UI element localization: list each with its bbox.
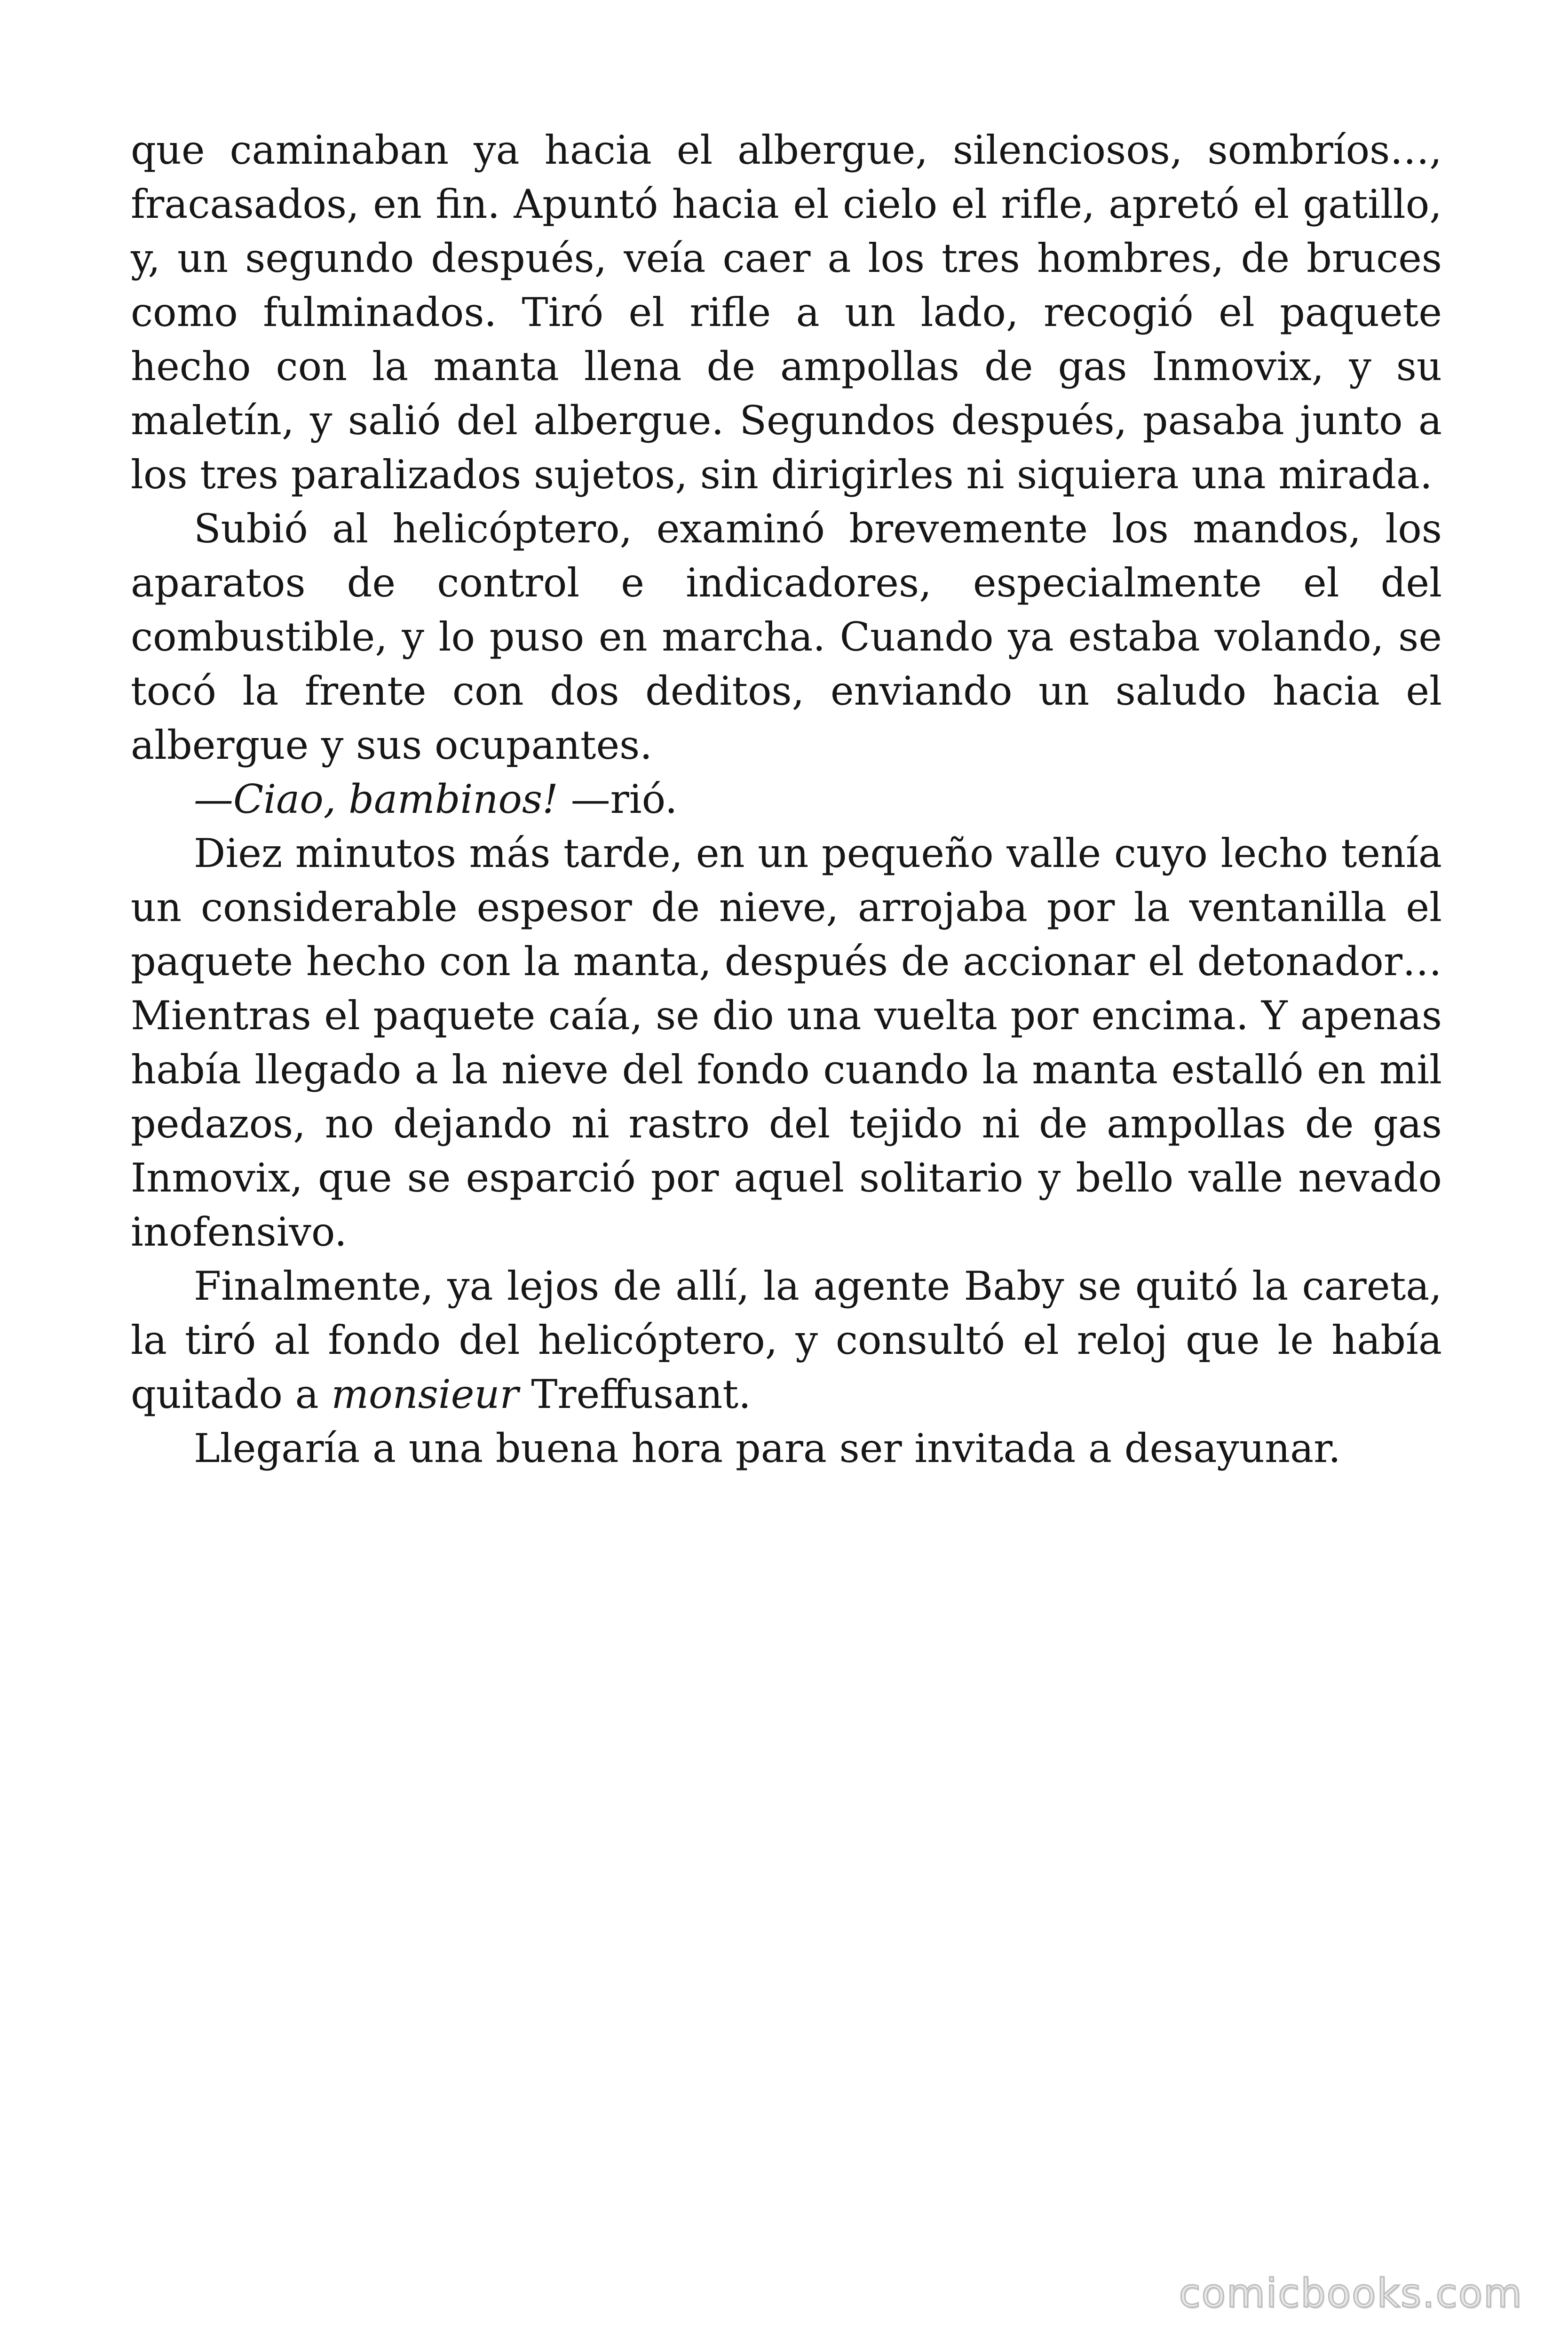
paragraph-5 <box>131 1259 1442 1422</box>
dialogue-tag: —rió. <box>558 776 678 822</box>
paragraph-text: que caminaban ya hacia el albergue, silenciosos, sombríos…, fracasados, en fin. Apuntó hacia el cielo el rifle, apretó el gatillo, y, un segundo después, veía caer a los tres hombres, de bruces como fulminados. Tiró el rifle a un lado, recogió el paquete hecho con la manta llena de ampollas de gas Inmovix, y su maletín, y salió del albergue. Segundos después, pasaba junto a los tres paralizados sujetos, sin dirigirles ni siquiera una mirada. <box>131 127 1442 498</box>
paragraph-text-end: Treffusant. <box>518 1371 751 1417</box>
paragraph-text: Finalmente, ya lejos de allí, la agente Baby se quitó la careta, la tiró al fondo del helicóptero, y consultó el reloj que le había quitado a <box>131 1263 1442 1417</box>
paragraph-6 <box>131 1422 1442 1476</box>
watermark: comicbooks.com <box>1179 2270 1523 2316</box>
paragraph-4 <box>131 826 1442 1259</box>
italic-word: monsieur <box>331 1371 519 1417</box>
paragraph-text: Diez minutos más tarde, en un pequeño valle cuyo lecho tenía un considerable espesor de nieve, arrojaba por la ventanilla el paquete hecho con la manta, después de accionar el detonador… Mientras el paquete caía, se dio una vuelta por encima. Y apenas había llegado a la nieve del fondo cuando la manta estalló en mil pedazos, no dejando ni rastro del tejido ni de ampollas de gas Inmovix, que se esparció por aquel solitario y bello valle nevado inofensivo. <box>131 830 1442 1255</box>
paragraph-2 <box>131 502 1442 772</box>
italic-dialogue: —Ciao, bambinos! <box>194 776 558 822</box>
paragraph-text: Subió al helicóptero, examinó brevemente los mandos, los aparatos de control e indicadores, especialmente el del combustible, y lo puso en marcha. Cuando ya estaba volando, se tocó la frente con dos deditos, enviando un saludo hacia el albergue y sus ocupantes. <box>131 506 1442 768</box>
page-body <box>131 123 1442 1476</box>
paragraph-1 <box>131 123 1442 502</box>
paragraph-text: Llegaría a una buena hora para ser invitada a desayunar. <box>194 1425 1341 1471</box>
paragraph-3-dialogue <box>131 772 1442 826</box>
